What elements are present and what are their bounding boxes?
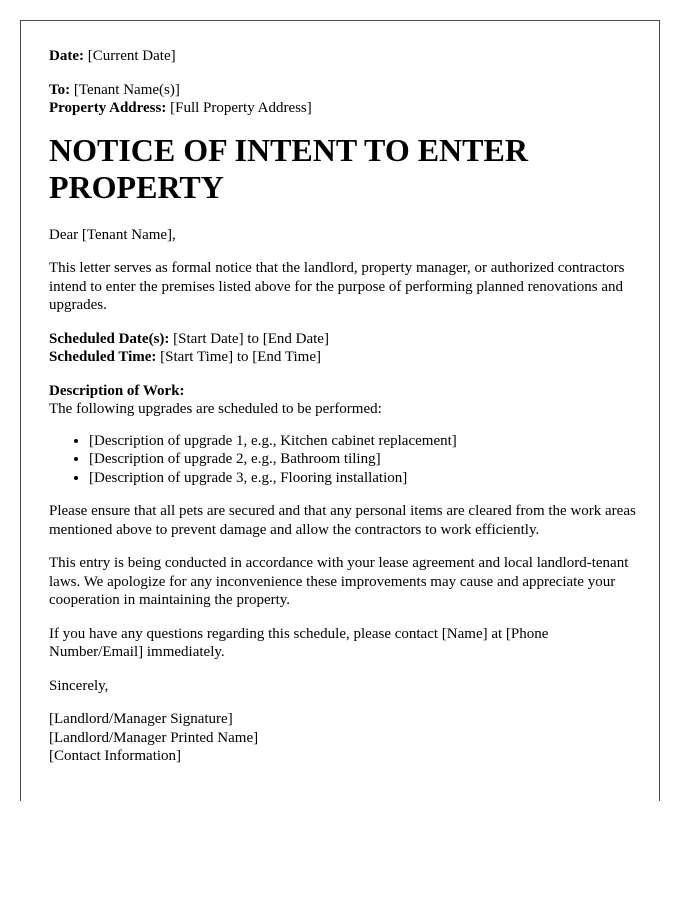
work-intro: The following upgrades are scheduled to be performed: xyxy=(49,401,382,417)
page-title xyxy=(49,132,639,206)
work-list xyxy=(49,432,639,488)
title-line-2: PROPERTY xyxy=(49,168,224,205)
address-label: Property Address: xyxy=(49,100,167,116)
pets-paragraph: Please ensure that all pets are secured and that any personal items are cleared from the work areas mentioned above to prevent damage and allow the contractors to work efficiently. xyxy=(49,503,636,538)
work-heading xyxy=(49,382,639,401)
salutation: Dear [Tenant Name], xyxy=(49,226,176,243)
date-line xyxy=(49,47,639,66)
scheduled-time-value: [Start Time] to [End Time] xyxy=(156,349,321,365)
scheduled-time-line xyxy=(49,348,639,367)
signature-line: [Landlord/Manager Signature] xyxy=(49,711,233,727)
closing: Sincerely, xyxy=(49,677,109,694)
contact-paragraph: If you have any questions regarding this schedule, please contact [Name] at [Phone Number/Email] immediately. xyxy=(49,625,549,660)
contact-info-line: [Contact Information] xyxy=(49,748,182,764)
date-value: [Current Date] xyxy=(83,48,176,64)
date-label: Date: xyxy=(49,48,84,64)
scheduled-dates-label: Scheduled Date(s): xyxy=(49,330,170,347)
letter-body xyxy=(49,47,639,766)
scheduled-dates-value: [Start Date] to [End Date] xyxy=(169,330,329,347)
to-line xyxy=(49,81,639,100)
scheduled-dates-line xyxy=(49,330,639,349)
lease-paragraph: This entry is being conducted in accordance with your lease agreement and local landlord-tenant laws. We apologize for any inconvenience these improvements may cause and appreciate your cooperation in maintaining the property. xyxy=(49,555,629,608)
printed-name-line: [Landlord/Manager Printed Name] xyxy=(49,729,259,746)
intro-paragraph: This letter serves as formal notice that the landlord, property manager, or authorized contractors intend to enter the premises listed above for the purpose of performing planned renovations and upgrades. xyxy=(49,260,625,313)
address-line xyxy=(49,99,639,118)
work-label: Description of Work: xyxy=(49,382,185,399)
scheduled-time-label: Scheduled Time: xyxy=(49,349,157,365)
list-item: • [Description of upgrade 3, e.g., Flooring installation] xyxy=(89,469,639,488)
list-item: • [Description of upgrade 2, e.g., Bathroom tiling] xyxy=(89,450,639,469)
list-item: • [Description of upgrade 1, e.g., Kitchen cabinet replacement] xyxy=(89,432,639,451)
title-line-1: NOTICE OF INTENT TO ENTER xyxy=(49,131,528,168)
to-value: [Tenant Name(s)] xyxy=(70,81,180,98)
to-label: To: xyxy=(49,81,71,98)
address-value: [Full Property Address] xyxy=(166,100,312,116)
